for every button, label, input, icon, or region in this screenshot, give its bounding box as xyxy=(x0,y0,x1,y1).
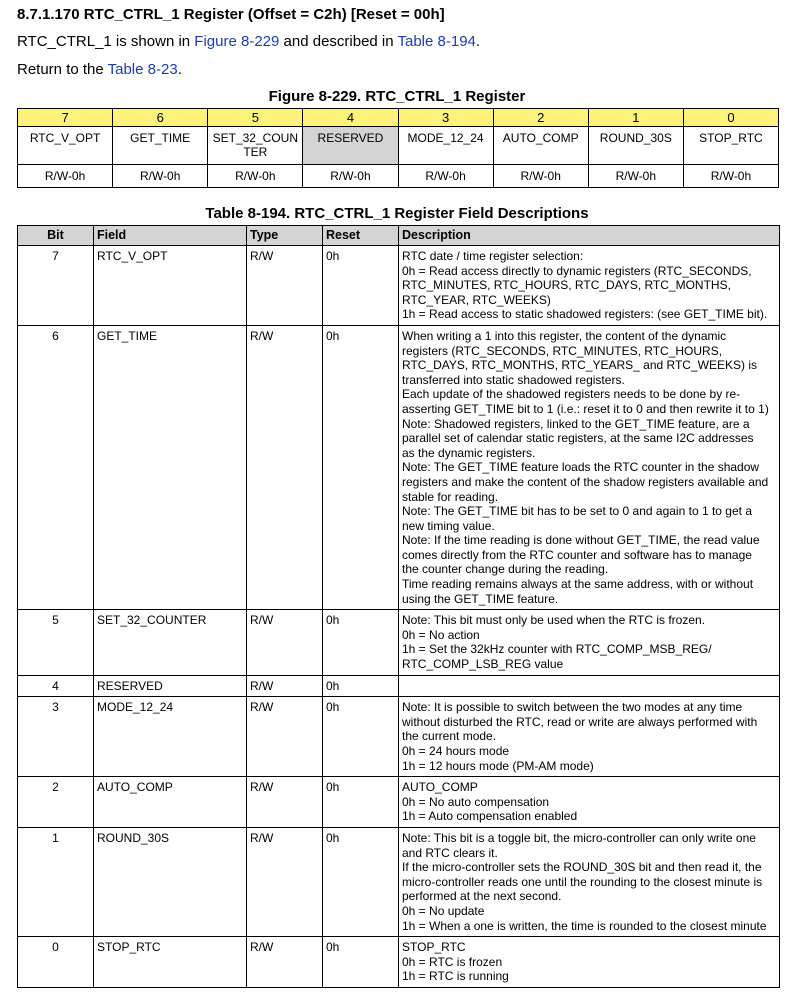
description-line: 1h = Auto compensation enabled xyxy=(402,809,578,824)
description-line: RTC_COMP_LSB_REG value xyxy=(402,657,564,672)
bit-access: R/W-0h xyxy=(113,165,208,188)
description-line: 1h = RTC is running xyxy=(402,969,509,984)
description-line: AUTO_COMP xyxy=(402,780,478,795)
description-line: RTC date / time register selection: xyxy=(402,249,584,263)
bit-field-name-reserved: RESERVED xyxy=(303,127,398,165)
description-line: 1h = Set the 32kHz counter with RTC_COMP_MSB_REG/ xyxy=(402,642,712,657)
table-row xyxy=(18,610,780,675)
bit-number: 6 xyxy=(113,109,208,127)
description-line: RTC_YEAR, RTC_WEEKS) xyxy=(402,292,551,307)
description-line: Each update of the shadowed registers needs to be done by re- xyxy=(402,387,741,402)
bit-number: 2 xyxy=(493,109,588,127)
cell-type: R/W xyxy=(247,827,323,936)
header-reset: Reset xyxy=(323,226,399,246)
bit-field-name: AUTO_COMP xyxy=(493,127,588,165)
cell-bit: 2 xyxy=(18,777,94,828)
bit-access: R/W-0h xyxy=(588,165,683,188)
header-field: Field xyxy=(94,226,247,246)
description-line: and RTC clears it. xyxy=(402,845,498,860)
cell-description xyxy=(399,697,780,777)
section-title: 8.7.1.170 RTC_CTRL_1 Register (Offset = C2h) [Reset = 00h] xyxy=(17,6,445,23)
description-line: Note: This bit must only be used when the RTC is frozen. xyxy=(402,613,706,628)
cell-bit: 1 xyxy=(18,827,94,936)
cell-description xyxy=(399,827,780,936)
table-row xyxy=(18,325,780,609)
description-line: Time reading remains always at the same address, with or without xyxy=(402,577,754,592)
bit-field-name: MODE_12_24 xyxy=(398,127,493,165)
table-header-row xyxy=(18,226,780,246)
cell-field: SET_32_COUNTER xyxy=(94,610,247,675)
return-prefix: Return to the xyxy=(17,61,108,78)
description-line: 1h = 12 hours mode (PM-AM mode) xyxy=(402,758,594,773)
bit-access: R/W-0h xyxy=(493,165,588,188)
register-bits-row xyxy=(18,109,779,127)
return-paragraph xyxy=(17,60,182,80)
bit-field-name: SET_32_COUNTER xyxy=(208,127,303,165)
intro-suffix: . xyxy=(475,33,481,50)
bit-number: 4 xyxy=(303,109,398,127)
table-row xyxy=(18,827,780,936)
cell-type: R/W xyxy=(247,675,323,697)
header-description: Description xyxy=(399,226,780,246)
description-line: 0h = No action xyxy=(402,627,480,642)
bit-field-name: STOP_RTC xyxy=(683,127,778,165)
cell-type: R/W xyxy=(247,246,323,326)
table-row xyxy=(18,697,780,777)
cell-reset: 0h xyxy=(323,777,399,828)
cell-bit: 4 xyxy=(18,675,94,697)
cell-reset: 0h xyxy=(323,610,399,675)
description-line: the counter change during the reading. xyxy=(402,562,609,577)
description-line: STOP_RTC xyxy=(402,940,466,955)
description-line: Note: This bit is a toggle bit, the micro-controller can only write one xyxy=(402,830,756,845)
description-line: RTC_DAYS, RTC_MONTHS, RTC_YEARS_ and RTC_WEEKS) is xyxy=(402,358,757,373)
return-table-link[interactable]: Table 8-23 xyxy=(107,61,178,78)
description-line: 0h = Read access directly to dynamic registers (RTC_SECONDS, xyxy=(402,263,752,278)
bit-number: 3 xyxy=(398,109,493,127)
description-line: Note: Shadowed registers, linked to the GET_TIME feature, are a xyxy=(402,416,750,431)
description-line: parallel set of calendar static registers, at the same I2C addresses xyxy=(402,431,754,446)
cell-field: ROUND_30S xyxy=(94,827,247,936)
bit-access: R/W-0h xyxy=(683,165,778,188)
cell-description xyxy=(399,246,780,326)
figure-caption: Figure 8-229. RTC_CTRL_1 Register xyxy=(268,88,526,105)
cell-reset: 0h xyxy=(323,697,399,777)
description-line: transferred into static shadowed registers. xyxy=(402,372,625,387)
cell-reset: 0h xyxy=(323,325,399,609)
cell-reset: 0h xyxy=(323,827,399,936)
bit-field-name: RTC_V_OPT xyxy=(18,127,113,165)
register-diagram xyxy=(17,108,779,188)
description-line: 1h = When a one is written, the time is rounded to the closest minute xyxy=(402,918,767,933)
cell-description xyxy=(399,675,780,697)
bit-field-name: GET_TIME xyxy=(113,127,208,165)
description-line: RTC_MINUTES, RTC_HOURS, RTC_DAYS, RTC_MONTHS, xyxy=(402,278,731,293)
bit-access: R/W-0h xyxy=(303,165,398,188)
description-line: as the dynamic registers. xyxy=(402,445,536,460)
description-line: If the micro-controller sets the ROUND_30S bit and then read it, the xyxy=(402,860,762,875)
cell-description xyxy=(399,777,780,828)
cell-reset: 0h xyxy=(323,675,399,697)
table-caption: Table 8-194. RTC_CTRL_1 Register Field Descriptions xyxy=(205,205,589,222)
bit-number: 1 xyxy=(588,109,683,127)
cell-bit: 5 xyxy=(18,610,94,675)
description-line: stable for reading. xyxy=(402,489,499,504)
description-line: When writing a 1 into this register, the content of the dynamic xyxy=(402,328,727,343)
register-names-row xyxy=(18,127,779,165)
cell-reset: 0h xyxy=(323,937,399,988)
cell-bit: 0 xyxy=(18,937,94,988)
cell-type: R/W xyxy=(247,325,323,609)
description-line: asserting GET_TIME bit to 1 (i.e.: reset it to 0 and then rewrite it to 1) xyxy=(402,401,769,416)
description-line: Note: It is possible to switch between the two modes at any time xyxy=(402,700,743,715)
description-line: 0h = RTC is frozen xyxy=(402,954,503,969)
cell-field: STOP_RTC xyxy=(94,937,247,988)
intro-prefix: RTC_CTRL_1 is shown in xyxy=(17,33,195,50)
table-row xyxy=(18,777,780,828)
cell-type: R/W xyxy=(247,937,323,988)
header-type: Type xyxy=(247,226,323,246)
description-line: 0h = No update xyxy=(402,903,485,918)
description-line: new timing value. xyxy=(402,518,495,533)
description-line: Note: If the time reading is done without GET_TIME, the read value xyxy=(402,533,760,548)
table-body xyxy=(18,246,780,988)
description-line: micro-controller reads one until the rounding to the closest minute is xyxy=(402,874,763,889)
bit-field-name: ROUND_30S xyxy=(588,127,683,165)
cell-type: R/W xyxy=(247,777,323,828)
header-bit: Bit xyxy=(18,226,94,246)
bit-access: R/W-0h xyxy=(398,165,493,188)
cell-field: GET_TIME xyxy=(94,325,247,609)
cell-description xyxy=(399,937,780,988)
description-line: performed at the next second. xyxy=(402,889,562,904)
bit-access: R/W-0h xyxy=(208,165,303,188)
cell-type: R/W xyxy=(247,610,323,675)
field-description-table xyxy=(17,225,780,988)
cell-bit: 6 xyxy=(18,325,94,609)
table-link[interactable]: Table 8-194 xyxy=(397,33,476,50)
cell-bit: 7 xyxy=(18,246,94,326)
cell-type: R/W xyxy=(247,697,323,777)
cell-field: AUTO_COMP xyxy=(94,777,247,828)
bit-access: R/W-0h xyxy=(18,165,113,188)
description-line: registers (RTC_SECONDS, RTC_MINUTES, RTC_HOURS, xyxy=(402,343,723,358)
description-line: registers and make the content of the shadow registers available and xyxy=(402,474,769,489)
cell-reset: 0h xyxy=(323,246,399,326)
cell-field: MODE_12_24 xyxy=(94,697,247,777)
description-line: the current mode. xyxy=(402,729,497,744)
description-line: 0h = 24 hours mode xyxy=(402,744,510,758)
description-line: using the GET_TIME feature. xyxy=(402,591,559,606)
figure-link[interactable]: Figure 8-229 xyxy=(194,33,280,50)
cell-field: RTC_V_OPT xyxy=(94,246,247,326)
cell-description xyxy=(399,325,780,609)
table-row xyxy=(18,675,780,697)
description-line: comes directly from the RTC counter and software has to manage xyxy=(402,547,752,562)
table-row xyxy=(18,246,780,326)
description-line: Note: The GET_TIME feature loads the RTC counter in the shadow xyxy=(402,460,760,475)
cell-bit: 3 xyxy=(18,697,94,777)
intro-paragraph xyxy=(17,32,480,52)
cell-field: RESERVED xyxy=(94,675,247,697)
bit-number: 0 xyxy=(683,109,778,127)
register-access-row xyxy=(18,165,779,188)
description-line: without disturbed the RTC, read or write are always performed with xyxy=(402,714,758,729)
bit-number: 7 xyxy=(18,109,113,127)
intro-middle: and described in xyxy=(279,33,398,50)
description-line: 1h = Read access to static shadowed registers: (see GET_TIME bit). xyxy=(402,307,768,322)
cell-description xyxy=(399,610,780,675)
return-suffix: . xyxy=(177,61,182,78)
bit-number: 5 xyxy=(208,109,303,127)
description-line: 0h = No auto compensation xyxy=(402,794,550,809)
table-row xyxy=(18,937,780,988)
description-line: Note: The GET_TIME bit has to be set to 0 and again to 1 to get a xyxy=(402,504,752,519)
